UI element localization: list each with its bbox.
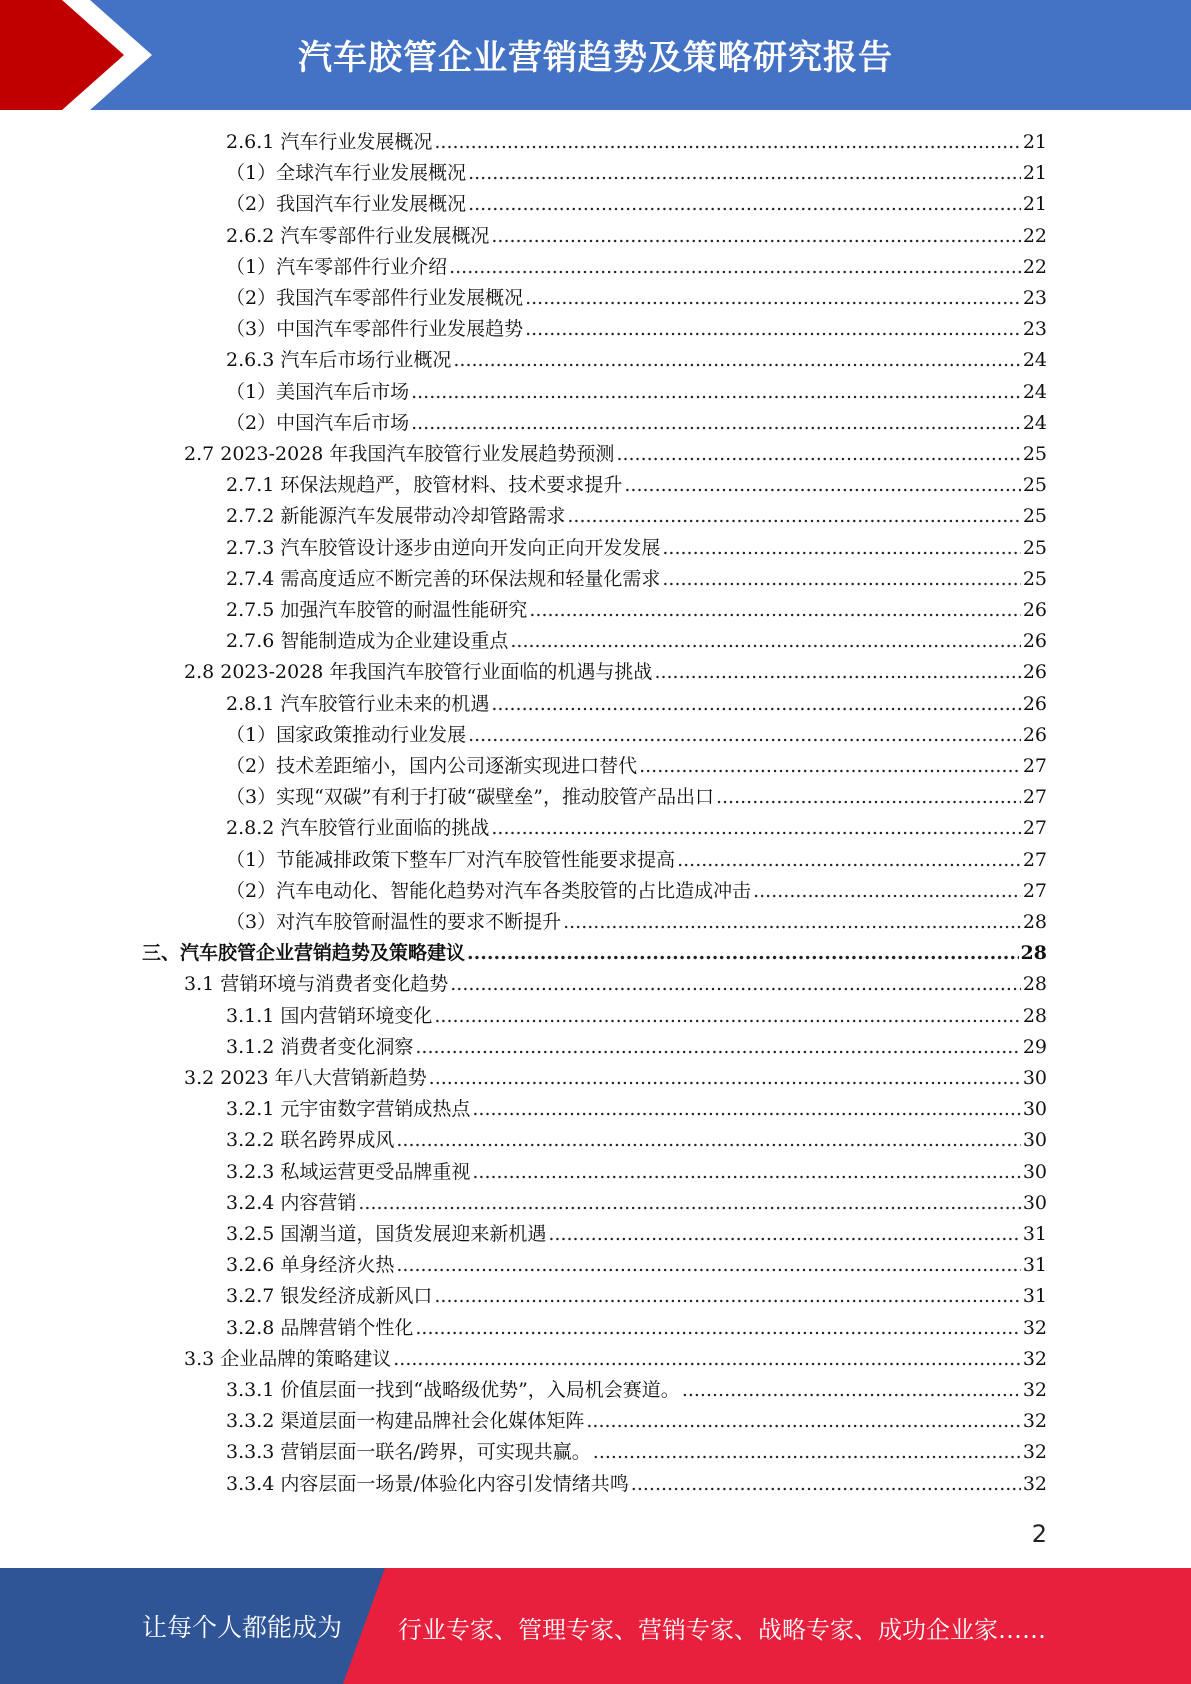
toc-entry[interactable] [226, 1001, 1047, 1032]
toc-entry-page: 26 [1022, 599, 1047, 621]
toc-entry-page: 32 [1022, 1347, 1047, 1370]
toc-entry-label: （1）美国汽车后市场 [226, 380, 410, 403]
toc-entry-page: 28 [1022, 1004, 1047, 1027]
toc-entry[interactable] [226, 1469, 1047, 1500]
toc-entry-page: 27 [1022, 755, 1047, 777]
toc-entry-page: 25 [1022, 536, 1047, 559]
toc-entry-label: 2.7.1 环保法规趋严，胶管材料、技术要求提升 [226, 474, 623, 497]
toc-entry-page: 26 [1022, 661, 1047, 684]
toc-entry[interactable] [184, 1063, 1047, 1094]
toc-entry[interactable] [184, 969, 1047, 1000]
toc-entry-label: 3.2 2023 年八大营销新趋势 [184, 1067, 427, 1089]
toc-dot-leader [639, 751, 1021, 782]
toc-entry-label: （2）汽车电动化、智能化趋势对汽车各类胶管的占比造成冲击 [226, 879, 752, 902]
toc-dot-leader [491, 221, 1020, 252]
toc-entry-label: 3.3.1 价值层面一找到“战略级优势”，入局机会赛道。 [226, 1379, 680, 1401]
toc-entry-page: 32 [1022, 1379, 1047, 1401]
toc-entry[interactable] [226, 533, 1047, 564]
toc-entry[interactable] [226, 283, 1047, 314]
toc-entry[interactable] [226, 221, 1047, 252]
toc-entry-label: 3.2.3 私域运营更受品牌重视 [226, 1160, 471, 1183]
toc-entry[interactable] [226, 1157, 1047, 1188]
report-footer [0, 1568, 1191, 1684]
toc-entry[interactable] [226, 1188, 1047, 1219]
toc-dot-leader [396, 1125, 1020, 1156]
toc-dot-leader [449, 252, 1021, 283]
toc-entry[interactable] [226, 1094, 1047, 1125]
toc-entry-label: （1）国家政策推动行业发展 [226, 723, 467, 746]
toc-dot-leader [567, 501, 1020, 532]
toc-dot-leader [396, 1250, 1020, 1281]
toc-entry[interactable] [226, 158, 1047, 189]
toc-dot-leader [468, 720, 1021, 751]
toc-entry[interactable] [226, 595, 1047, 626]
toc-dot-leader [467, 938, 1019, 969]
toc-entry[interactable] [226, 314, 1047, 345]
toc-entry[interactable] [226, 377, 1047, 408]
toc-dot-leader [593, 1437, 1021, 1468]
toc-entry-label: （2）我国汽车行业发展概况 [226, 193, 467, 216]
toc-entry[interactable] [226, 408, 1047, 439]
toc-dot-leader [716, 782, 1021, 813]
footer-slogan-left: 让每个人都能成为 [142, 1613, 343, 1642]
toc-dot-leader [682, 1375, 1021, 1406]
toc-entry-page: 26 [1022, 630, 1047, 653]
toc-entry[interactable] [226, 1125, 1047, 1156]
toc-entry-page: 32 [1022, 1410, 1047, 1433]
toc-entry-page: 23 [1022, 287, 1047, 309]
toc-entry-label: （2）技术差距缩小，国内公司逐渐实现进口替代 [226, 755, 638, 777]
toc-dot-leader [415, 1313, 1020, 1344]
toc-entry-page: 25 [1022, 505, 1047, 528]
toc-entry[interactable] [184, 439, 1047, 470]
toc-entry[interactable] [226, 720, 1047, 751]
toc-entry-page: 28 [1020, 942, 1047, 965]
toc-entry-page: 22 [1022, 255, 1047, 278]
toc-dot-leader [662, 533, 1020, 564]
toc-entry-page: 27 [1022, 817, 1047, 840]
toc-entry-label: 3.1.1 国内营销环境变化 [226, 1004, 433, 1027]
toc-entry[interactable] [226, 1250, 1047, 1281]
toc-entry[interactable] [226, 751, 1047, 782]
toc-entry-label: （3）中国汽车零部件行业发展趋势 [226, 318, 524, 341]
toc-entry-label: （1）节能减排政策下整车厂对汽车胶管性能要求提高 [226, 848, 676, 871]
toc-dot-leader [450, 969, 1021, 1000]
toc-entry-page: 30 [1022, 1098, 1047, 1121]
toc-entry-label: 2.7.4 需高度适应不断完善的环保法规和轻量化需求 [226, 567, 661, 590]
toc-dot-leader [631, 1469, 1021, 1500]
toc-entry-page: 25 [1022, 567, 1047, 590]
report-title: 汽车胶管企业营销趋势及策略研究报告 [298, 38, 893, 78]
toc-entry[interactable] [226, 626, 1047, 657]
toc-entry[interactable] [226, 1437, 1047, 1468]
toc-dot-leader [525, 283, 1021, 314]
toc-dot-leader [753, 876, 1021, 907]
toc-entry-page: 27 [1022, 879, 1047, 902]
toc-entry-label: （2）我国汽车零部件行业发展概况 [226, 287, 524, 309]
toc-dot-leader [453, 345, 1020, 376]
toc-entry-page: 31 [1022, 1254, 1047, 1277]
toc-entry-page: 32 [1022, 1441, 1047, 1464]
toc-entry[interactable] [226, 1375, 1047, 1406]
toc-entry-page: 27 [1022, 786, 1047, 809]
toc-dot-leader [358, 1188, 1020, 1219]
toc-entry-page: 23 [1022, 318, 1047, 341]
toc-entry-label: 2.7.3 汽车胶管设计逐步由逆向开发向正向开发发展 [226, 536, 661, 559]
toc-entry-label: （3）对汽车胶管耐温性的要求不断提升 [226, 911, 562, 933]
toc-entry-page: 32 [1022, 1472, 1047, 1495]
toc-entry-label: 3.2.7 银发经济成新风口 [226, 1285, 433, 1308]
toc-entry-page: 27 [1022, 848, 1047, 871]
toc-entry-page: 22 [1022, 224, 1047, 247]
toc-entry[interactable] [226, 1219, 1047, 1250]
toc-dot-leader [429, 1063, 1021, 1094]
toc-entry-label: 3.2.5 国潮当道，国货发展迎来新机遇 [226, 1223, 547, 1245]
toc-entry-label: 3.1 营销环境与消费者变化趋势 [184, 973, 449, 996]
toc-dot-leader [548, 1219, 1020, 1250]
footer-slogan-right: 行业专家、管理专家、营销专家、战略专家、成功企业家…… [398, 1616, 1046, 1644]
toc-entry-page: 25 [1022, 474, 1047, 497]
toc-entry-label: 2.8.2 汽车胶管行业面临的挑战 [226, 817, 490, 840]
toc-dot-leader [624, 470, 1020, 501]
toc-entry-label: 2.8.1 汽车胶管行业未来的机遇 [226, 692, 490, 715]
toc-entry-page: 25 [1022, 443, 1047, 465]
toc-dot-leader [468, 158, 1021, 189]
toc-entry[interactable] [226, 189, 1047, 220]
toc-dot-leader [510, 626, 1020, 657]
toc-dot-leader [491, 813, 1020, 844]
toc-entry-page: 21 [1022, 162, 1047, 185]
toc-dot-leader [393, 1344, 1021, 1375]
toc-entry-label: 2.6.3 汽车后市场行业概况 [226, 349, 452, 372]
toc-entry-label: 3.2.6 单身经济火热 [226, 1254, 395, 1277]
toc-dot-leader [616, 439, 1020, 470]
toc-entry[interactable] [226, 345, 1047, 376]
toc-entry[interactable] [226, 501, 1047, 532]
toc-entry-page: 24 [1022, 411, 1047, 434]
toc-dot-leader [468, 189, 1021, 220]
toc-dot-leader [434, 1281, 1020, 1312]
toc-entry-page: 30 [1022, 1160, 1047, 1183]
toc-entry-label: 3.3.2 渠道层面一构建品牌社会化媒体矩阵 [226, 1410, 585, 1433]
toc-entry[interactable] [184, 657, 1047, 688]
toc-entry-label: 3.2.4 内容营销 [226, 1191, 357, 1214]
toc-entry-label: （1）全球汽车行业发展概况 [226, 162, 467, 185]
toc-entry-page: 30 [1022, 1129, 1047, 1152]
toc-entry-page: 31 [1022, 1285, 1047, 1308]
toc-entry-page: 29 [1022, 1035, 1047, 1058]
toc-entry-label: 2.7.2 新能源汽车发展带动冷却管路需求 [226, 505, 566, 528]
toc-entry-label: 3.2.1 元宇宙数字营销成热点 [226, 1098, 471, 1121]
toc-dot-leader [472, 1157, 1020, 1188]
toc-entry[interactable] [226, 1406, 1047, 1437]
toc-entry[interactable] [184, 1344, 1047, 1375]
toc-entry[interactable] [226, 907, 1047, 938]
toc-entry-page: 26 [1022, 723, 1047, 746]
toc-entry-page: 24 [1022, 380, 1047, 403]
toc-entry-page: 31 [1022, 1223, 1047, 1245]
toc-entry-label: （1）汽车零部件行业介绍 [226, 255, 448, 278]
toc-entry-page: 26 [1022, 692, 1047, 715]
toc-entry-page: 24 [1022, 349, 1047, 372]
toc-dot-leader [677, 845, 1021, 876]
toc-entry[interactable] [226, 813, 1047, 844]
toc-entry[interactable] [226, 252, 1047, 283]
toc-entry-page: 32 [1022, 1316, 1047, 1339]
toc-dot-leader [529, 595, 1020, 626]
toc-entry[interactable] [226, 1281, 1047, 1312]
toc-dot-leader [525, 314, 1021, 345]
toc-entry-label: 2.8 2023-2028 年我国汽车胶管行业面临的机遇与挑战 [184, 661, 653, 684]
toc-entry-label: 三、汽车胶管企业营销趋势及策略建议 [142, 942, 466, 965]
toc-entry-label: 3.2.8 品牌营销个性化 [226, 1316, 414, 1339]
toc-entry-label: 3.1.2 消费者变化洞察 [226, 1035, 414, 1058]
toc-entry-label: 3.2.2 联名跨界成风 [226, 1129, 395, 1152]
toc-entry-label: （2）中国汽车后市场 [226, 411, 410, 434]
toc-entry-page: 30 [1022, 1067, 1047, 1089]
toc-dot-leader [491, 689, 1020, 720]
toc-entry-page: 28 [1022, 911, 1047, 933]
toc-entry-label: 3.3 企业品牌的策略建议 [184, 1347, 392, 1370]
toc-entry[interactable] [226, 782, 1047, 813]
toc-entry-label: 3.3.3 营销层面一联名/跨界，可实现共赢。 [226, 1441, 591, 1464]
toc-entry-page: 21 [1022, 131, 1047, 153]
report-header [0, 0, 1191, 110]
toc-entry-label: 3.3.4 内容层面一场景/体验化内容引发情绪共鸣 [226, 1472, 629, 1495]
toc-dot-leader [662, 564, 1020, 595]
page-number: 2 [1031, 1520, 1047, 1548]
toc-dot-leader [411, 408, 1021, 439]
toc-entry-page: 28 [1022, 973, 1047, 996]
toc-entry-label: 2.7.6 智能制造成为企业建设重点 [226, 630, 509, 653]
toc-entry[interactable] [226, 876, 1047, 907]
toc-entry[interactable] [142, 938, 1047, 969]
toc-dot-leader [434, 1001, 1020, 1032]
toc-entry-label: 2.7 2023-2028 年我国汽车胶管行业发展趋势预测 [184, 443, 615, 465]
toc-dot-leader [654, 657, 1020, 688]
toc-entry[interactable] [226, 1313, 1047, 1344]
toc-entry-label: 2.6.2 汽车零部件行业发展概况 [226, 224, 490, 247]
toc-entry-label: 2.7.5 加强汽车胶管的耐温性能研究 [226, 599, 528, 621]
toc-dot-leader [415, 1032, 1020, 1063]
toc-entry[interactable] [226, 689, 1047, 720]
toc-dot-leader [411, 377, 1021, 408]
toc-entry[interactable] [226, 1032, 1047, 1063]
toc-dot-leader [563, 907, 1021, 938]
toc-entry[interactable] [226, 845, 1047, 876]
toc-entry[interactable] [226, 127, 1047, 158]
toc-dot-leader [586, 1406, 1020, 1437]
toc-entry-label: （3）实现“双碳”有利于打破“碳壁垒”，推动胶管产品出口 [226, 786, 714, 809]
toc-entry-page: 30 [1022, 1191, 1047, 1214]
toc-entry[interactable] [226, 470, 1047, 501]
toc-dot-leader [472, 1094, 1020, 1125]
toc-entry-page: 21 [1022, 193, 1047, 216]
toc-entry[interactable] [226, 564, 1047, 595]
toc-dot-leader [434, 127, 1020, 158]
toc-entry-label: 2.6.1 汽车行业发展概况 [226, 131, 433, 153]
